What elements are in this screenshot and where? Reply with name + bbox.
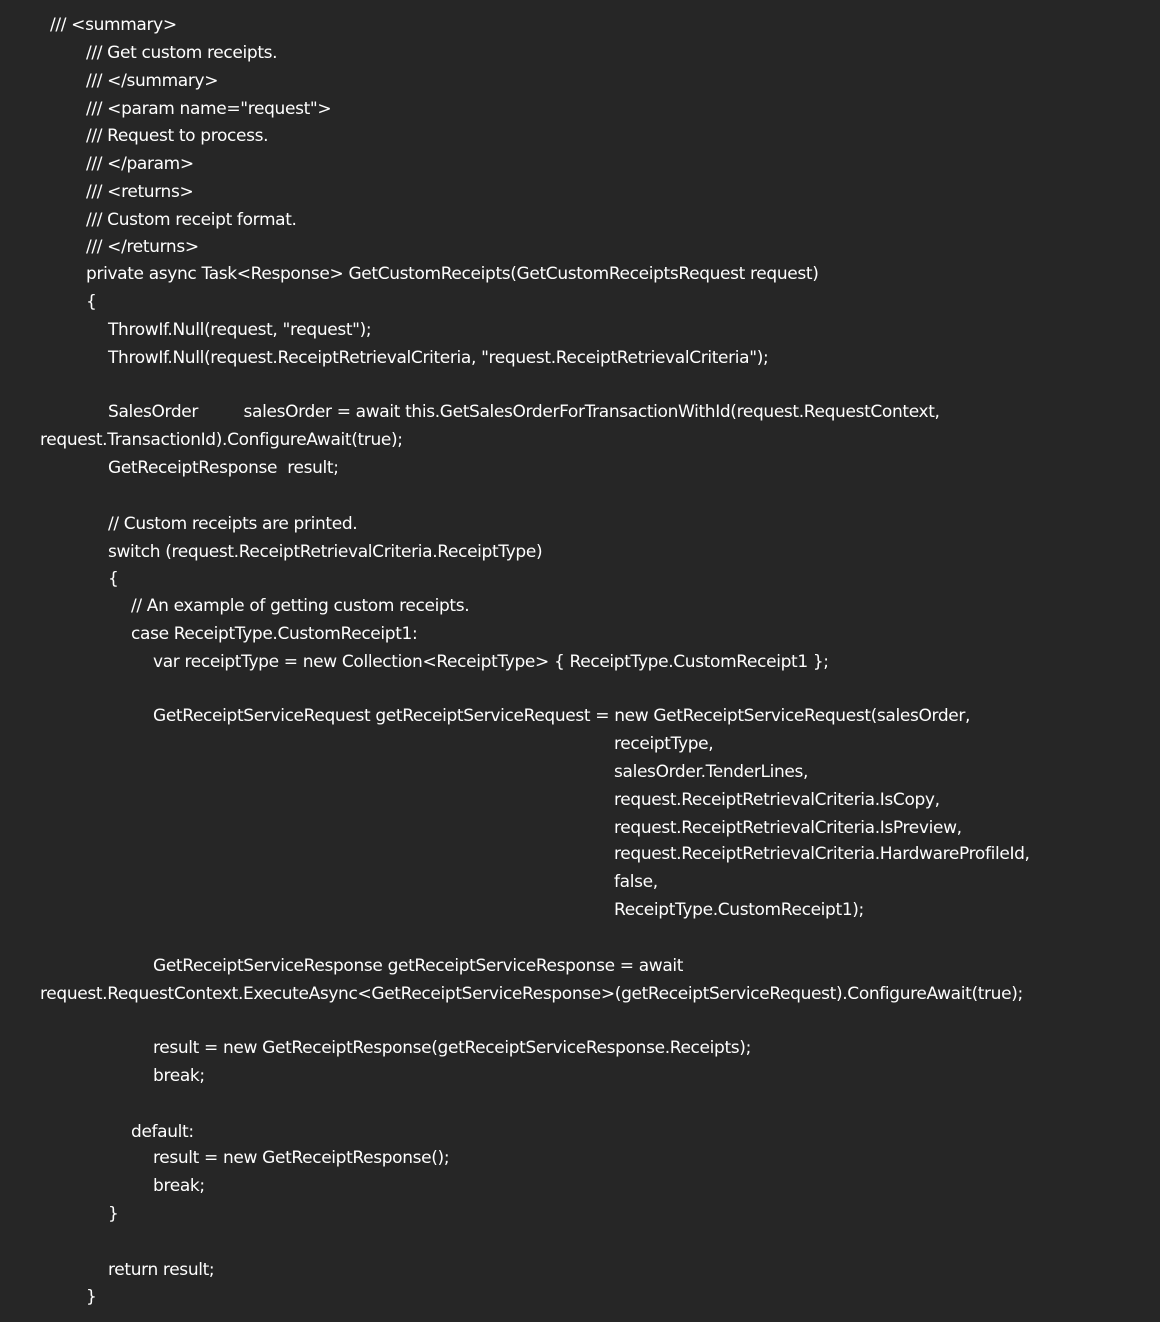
code-line: ReceiptType.CustomReceipt1);: [614, 900, 864, 920]
code-line: break;: [153, 1176, 205, 1196]
code-line: }: [86, 1287, 97, 1307]
code-line: var receiptType = new Collection<ReceiptType> { ReceiptType.CustomReceipt1 };: [153, 652, 829, 672]
code-line: GetReceiptServiceResponse getReceiptServiceResponse = await: [153, 956, 684, 976]
code-line: /// <summary>: [50, 15, 177, 35]
code-line: /// </summary>: [86, 71, 219, 91]
code-line: ThrowIf.Null(request, "request");: [108, 320, 372, 340]
code-line: request.ReceiptRetrievalCriteria.HardwareProfileId,: [614, 844, 1030, 864]
code-line: GetReceiptResponse result;: [108, 458, 339, 478]
code-line: salesOrder.TenderLines,: [614, 762, 809, 782]
code-line: return result;: [108, 1260, 215, 1280]
code-line: private async Task<Response> GetCustomReceipts(GetCustomReceiptsRequest request): [86, 264, 819, 284]
code-line: // Custom receipts are printed.: [108, 514, 358, 534]
code-line: /// <returns>: [86, 182, 194, 202]
code-line: /// Custom receipt format.: [86, 210, 297, 230]
code-line: receiptType,: [614, 734, 714, 754]
code-line: /// Request to process.: [86, 126, 269, 146]
code-line: request.TransactionId).ConfigureAwait(true);: [40, 430, 403, 450]
code-line: case ReceiptType.CustomReceipt1:: [131, 624, 418, 644]
code-line: // An example of getting custom receipts.: [131, 596, 470, 616]
code-line: request.ReceiptRetrievalCriteria.IsPreview,: [614, 818, 962, 838]
code-line: }: [108, 1204, 119, 1224]
code-line: result = new GetReceiptResponse();: [153, 1148, 450, 1168]
code-line: request.ReceiptRetrievalCriteria.IsCopy,: [614, 790, 940, 810]
code-line: default:: [131, 1122, 194, 1142]
code-line: /// </returns>: [86, 237, 199, 257]
code-line: result = new GetReceiptResponse(getReceiptServiceResponse.Receipts);: [153, 1038, 751, 1058]
code-line: ThrowIf.Null(request.ReceiptRetrievalCriteria, "request.ReceiptRetrievalCriteria");: [108, 348, 769, 368]
code-line: break;: [153, 1066, 205, 1086]
code-line: /// <param name="request">: [86, 99, 332, 119]
code-line: false,: [614, 872, 658, 892]
code-line: /// </param>: [86, 154, 194, 174]
code-line: {: [86, 292, 97, 312]
code-line: request.RequestContext.ExecuteAsync<GetReceiptServiceResponse>(getReceiptServiceRequest).ConfigureAwait(true);: [40, 984, 1023, 1004]
code-line: /// Get custom receipts.: [86, 43, 278, 63]
code-line: {: [108, 569, 119, 589]
code-line: SalesOrder salesOrder = await this.GetSalesOrderForTransactionWithId(request.RequestContext,: [108, 402, 940, 422]
code-line: switch (request.ReceiptRetrievalCriteria.ReceiptType): [108, 542, 543, 562]
code-line: GetReceiptServiceRequest getReceiptServiceRequest = new GetReceiptServiceRequest(salesOrder,: [153, 706, 971, 726]
